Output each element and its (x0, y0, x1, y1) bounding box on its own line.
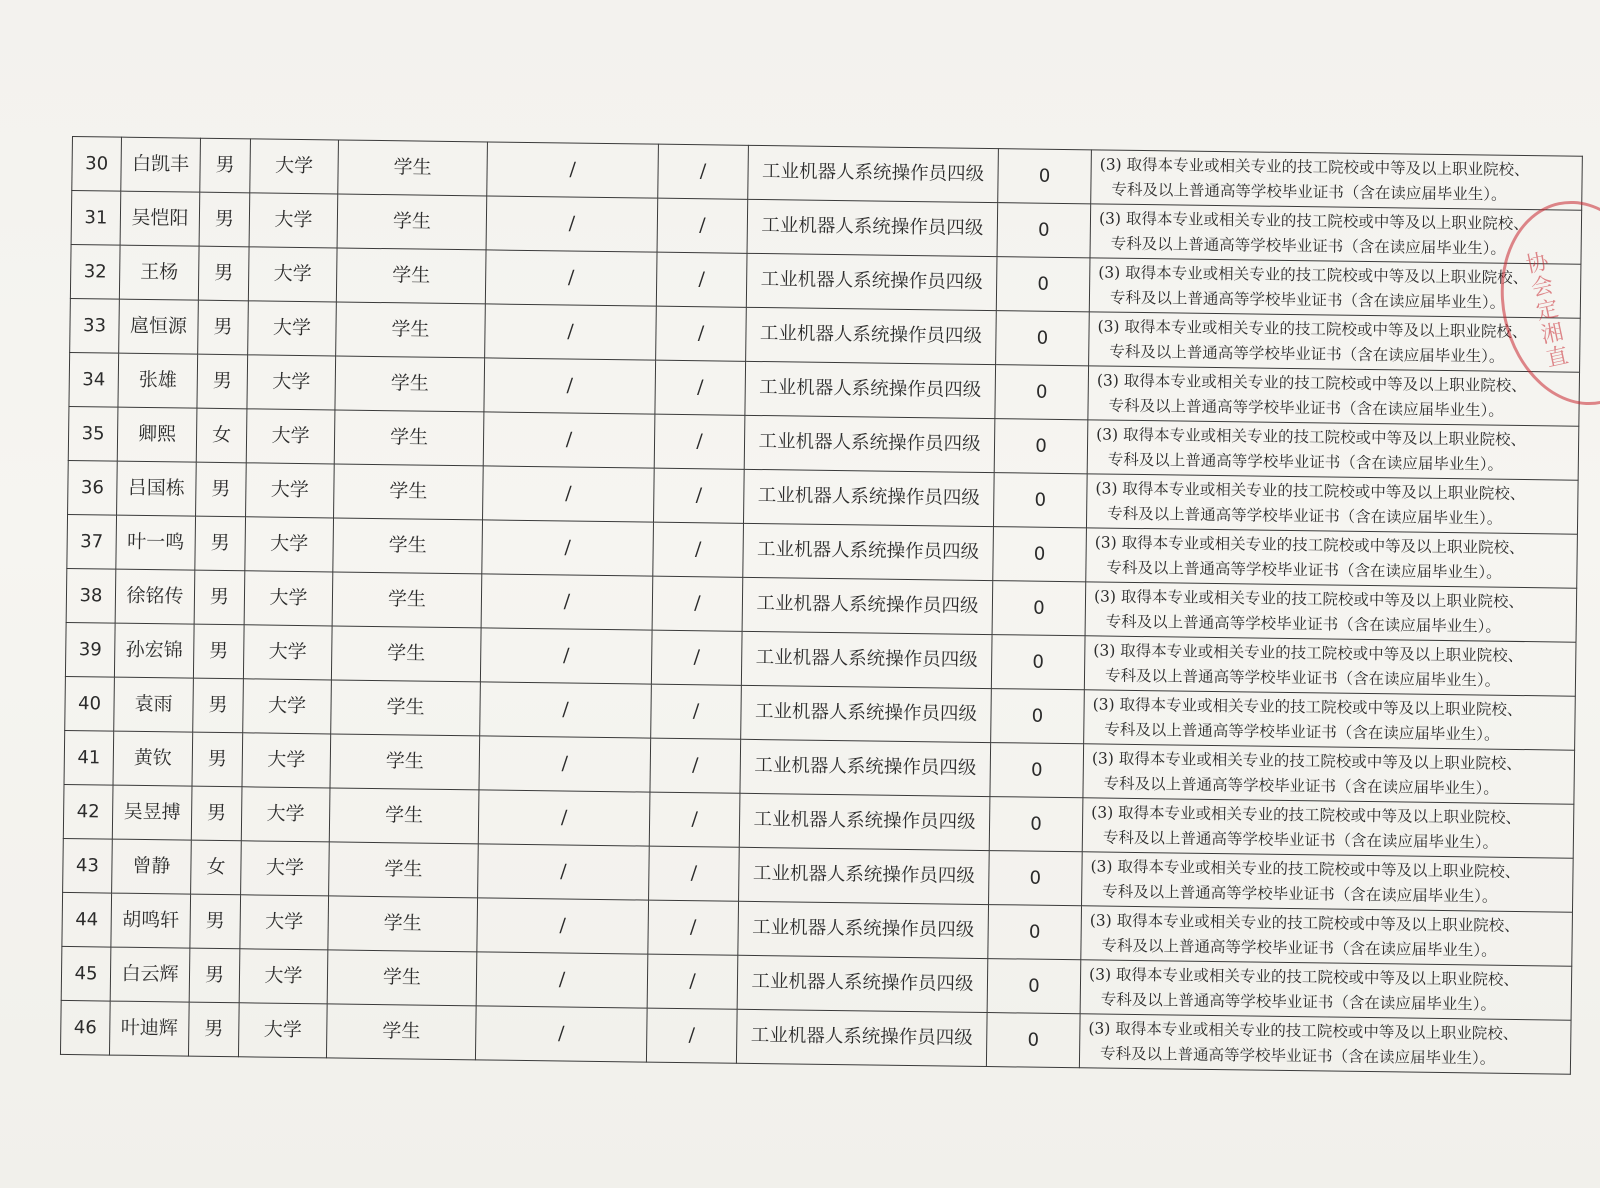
requirement-line-2: 专科及以上普通高等学校毕业证书（含在读应届毕业生）。 (1108, 396, 1504, 420)
occupation-cell: 学生 (329, 842, 479, 898)
slash-cell: / (656, 252, 747, 307)
requirement-line-1: (3) 取得本专业或相关专业的技工院校或中等及以上职业院校、 (1090, 857, 1521, 882)
slash-cell: / (479, 736, 651, 792)
requirement-line-2: 专科及以上普通高等学校毕业证书（含在读应届毕业生）。 (1107, 504, 1503, 528)
row-number-cell: 31 (71, 191, 121, 246)
requirement-line-2: 专科及以上普通高等学校毕业证书（含在读应届毕业生）。 (1107, 450, 1504, 474)
job-level-cell: 工业机器人系统操作员四级 (743, 469, 994, 526)
name-cell: 孙宏锦 (114, 623, 194, 678)
education-cell: 大学 (241, 841, 330, 896)
gender-cell: 男 (190, 894, 241, 949)
gender-cell: 男 (188, 1002, 239, 1057)
education-cell: 大学 (248, 301, 337, 356)
occupation-cell: 学生 (336, 302, 486, 358)
slash-cell: / (487, 142, 659, 198)
education-cell: 大学 (245, 517, 334, 572)
education-cell: 大学 (247, 355, 336, 410)
name-cell: 黄钦 (113, 731, 193, 786)
stamp-text: 协会定湘直 (1520, 249, 1570, 372)
row-number-cell: 42 (63, 784, 113, 839)
requirement-line-1: (3) 取得本专业或相关专业的技工院校或中等及以上职业院校、 (1088, 965, 1520, 990)
slash-cell: / (483, 466, 655, 522)
job-level-cell: 工业机器人系统操作员四级 (738, 901, 989, 958)
requirement-line-1: (3) 取得本专业或相关专业的技工院校或中等及以上职业院校、 (1091, 803, 1522, 828)
row-number-cell: 30 (72, 137, 122, 192)
requirement-line-2: 专科及以上普通高等学校毕业证书（含在读应届毕业生）。 (1104, 720, 1500, 744)
occupation-cell: 学生 (331, 680, 481, 736)
row-number-cell: 41 (64, 730, 114, 785)
requirement-cell (1079, 1014, 1571, 1074)
requirement-cell (1083, 744, 1575, 804)
row-number-cell: 37 (67, 514, 117, 569)
job-level-cell: 工业机器人系统操作员四级 (744, 415, 995, 472)
years-cell: 0 (998, 149, 1092, 204)
requirement-cell (1082, 798, 1574, 858)
gender-cell: 男 (198, 246, 249, 301)
name-cell: 卿熙 (117, 407, 197, 462)
gender-cell: 男 (195, 516, 246, 571)
education-cell: 大学 (243, 679, 332, 734)
years-cell: 0 (991, 689, 1085, 744)
years-cell: 0 (997, 203, 1091, 258)
slash-cell: / (658, 144, 749, 199)
row-number-cell: 46 (60, 1000, 110, 1055)
requirement-line-2: 专科及以上普通高等学校毕业证书（含在读应届毕业生）。 (1102, 882, 1498, 906)
requirement-line-1: (3) 取得本专业或相关专业的技工院校或中等及以上职业院校、 (1089, 911, 1520, 936)
gender-cell: 男 (196, 462, 247, 517)
requirement-line-1: (3) 取得本专业或相关专业的技工院校或中等及以上职业院校、 (1092, 695, 1523, 720)
job-level-cell: 工业机器人系统操作员四级 (742, 577, 993, 634)
roster-table (60, 136, 1583, 1075)
row-number-cell: 34 (69, 352, 119, 407)
row-number-cell: 45 (61, 946, 111, 1001)
row-number-cell: 36 (68, 460, 118, 515)
education-cell: 大学 (244, 571, 333, 626)
row-number-cell: 40 (65, 676, 115, 731)
name-cell: 袁雨 (114, 677, 194, 732)
requirement-line-1: (3) 取得本专业或相关专业的技工院校或中等及以上职业院校、 (1093, 641, 1524, 666)
years-cell: 0 (992, 581, 1086, 636)
slash-cell: / (649, 792, 740, 847)
slash-cell: / (480, 628, 652, 684)
requirement-cell (1091, 150, 1583, 210)
education-cell: 大学 (250, 139, 339, 194)
gender-cell: 男 (194, 570, 245, 625)
gender-cell: 男 (200, 138, 251, 193)
requirement-line-2: 专科及以上普通高等学校毕业证书（含在读应届毕业生）。 (1103, 774, 1499, 798)
name-cell: 白云辉 (110, 947, 190, 1002)
name-cell: 胡鸣轩 (111, 893, 191, 948)
requirement-line-2: 专科及以上普通高等学校毕业证书（含在读应届毕业生）。 (1109, 288, 1506, 312)
name-cell: 叶一鸣 (116, 515, 196, 570)
job-level-cell: 工业机器人系统操作员四级 (748, 145, 999, 202)
slash-cell: / (653, 468, 744, 523)
occupation-cell: 学生 (333, 518, 483, 574)
occupation-cell: 学生 (335, 356, 485, 412)
education-cell: 大学 (249, 193, 338, 248)
name-cell: 扈恒源 (119, 299, 199, 354)
row-number-cell: 39 (65, 622, 115, 677)
roster-body (60, 137, 1582, 1075)
years-cell: 0 (996, 311, 1090, 366)
requirement-cell (1089, 258, 1581, 318)
slash-cell: / (477, 898, 649, 954)
name-cell: 张雄 (118, 353, 198, 408)
name-cell: 叶迪辉 (109, 1001, 189, 1056)
requirement-line-1: (3) 取得本专业或相关专业的技工院校或中等及以上职业院校、 (1098, 209, 1529, 234)
years-cell: 0 (989, 851, 1083, 906)
occupation-cell: 学生 (327, 950, 477, 1006)
education-cell: 大学 (238, 1003, 327, 1058)
education-cell: 大学 (246, 463, 335, 518)
years-cell: 0 (988, 905, 1082, 960)
slash-cell: / (485, 304, 657, 360)
requirement-line-1: (3) 取得本专业或相关专业的技工院校或中等及以上职业院校、 (1098, 263, 1529, 288)
years-cell: 0 (996, 257, 1090, 312)
slash-cell: / (485, 250, 657, 306)
education-cell: 大学 (240, 895, 329, 950)
requirement-line-1: (3) 取得本专业或相关专业的技工院校或中等及以上职业院校、 (1096, 425, 1527, 450)
years-cell: 0 (987, 959, 1081, 1014)
slash-cell: / (483, 412, 655, 468)
job-level-cell: 工业机器人系统操作员四级 (747, 199, 998, 256)
occupation-cell: 学生 (331, 626, 481, 682)
requirement-line-2: 专科及以上普通高等学校毕业证书（含在读应届毕业生）。 (1111, 180, 1507, 204)
requirement-cell (1081, 906, 1573, 966)
gender-cell: 男 (193, 678, 244, 733)
gender-cell: 男 (192, 732, 243, 787)
slash-cell: / (657, 198, 748, 253)
slash-cell: / (647, 954, 738, 1009)
job-level-cell: 工业机器人系统操作员四级 (736, 1009, 987, 1066)
requirement-cell (1087, 420, 1579, 480)
job-level-cell: 工业机器人系统操作员四级 (739, 847, 990, 904)
row-number-cell: 44 (62, 892, 112, 947)
education-cell: 大学 (239, 949, 328, 1004)
job-level-cell: 工业机器人系统操作员四级 (745, 361, 996, 418)
requirement-line-2: 专科及以上普通高等学校毕业证书（含在读应届毕业生）。 (1101, 936, 1497, 960)
name-cell: 吕国栋 (117, 461, 197, 516)
slash-cell: / (650, 738, 741, 793)
gender-cell: 男 (197, 354, 248, 409)
requirement-line-2: 专科及以上普通高等学校毕业证书（含在读应届毕业生）。 (1106, 558, 1502, 582)
gender-cell: 女 (191, 840, 242, 895)
job-level-cell: 工业机器人系统操作员四级 (739, 793, 990, 850)
job-level-cell: 工业机器人系统操作员四级 (743, 523, 994, 580)
slash-cell: / (648, 900, 739, 955)
education-cell: 大学 (242, 733, 331, 788)
slash-cell: / (646, 1008, 737, 1063)
occupation-cell: 学生 (334, 410, 484, 466)
gender-cell: 男 (199, 192, 250, 247)
requirement-line-2: 专科及以上普通高等学校毕业证书（含在读应届毕业生）。 (1109, 342, 1505, 366)
occupation-cell: 学生 (330, 734, 480, 790)
requirement-line-1: (3) 取得本专业或相关专业的技工院校或中等及以上职业院校、 (1096, 371, 1527, 396)
slash-cell: / (656, 306, 747, 361)
requirement-cell (1084, 690, 1576, 750)
name-cell: 徐铭传 (115, 569, 195, 624)
slash-cell: / (655, 360, 746, 415)
requirement-cell (1084, 636, 1576, 696)
years-cell: 0 (993, 473, 1087, 528)
slash-cell: / (649, 846, 740, 901)
row-number-cell: 43 (63, 838, 113, 893)
slash-cell: / (475, 1006, 647, 1062)
occupation-cell: 学生 (332, 572, 482, 628)
slash-cell: / (652, 576, 743, 631)
job-level-cell: 工业机器人系统操作员四级 (740, 739, 991, 796)
occupation-cell: 学生 (326, 1004, 476, 1060)
requirement-line-2: 专科及以上普通高等学校毕业证书（含在读应届毕业生）。 (1102, 828, 1499, 852)
name-cell: 曾静 (112, 839, 192, 894)
requirement-cell (1089, 312, 1581, 372)
slash-cell: / (486, 196, 658, 252)
job-level-cell: 工业机器人系统操作员四级 (741, 631, 992, 688)
slash-cell: / (653, 522, 744, 577)
requirement-cell (1088, 366, 1580, 426)
gender-cell: 男 (191, 786, 242, 841)
slash-cell: / (484, 358, 656, 414)
name-cell: 王杨 (119, 245, 199, 300)
slash-cell: / (476, 952, 648, 1008)
name-cell: 白凯丰 (121, 137, 201, 192)
gender-cell: 男 (193, 624, 244, 679)
requirement-line-1: (3) 取得本专业或相关专业的技工院校或中等及以上职业院校、 (1099, 155, 1530, 180)
requirement-line-2: 专科及以上普通高等学校毕业证书（含在读应届毕业生）。 (1100, 990, 1497, 1014)
requirement-line-1: (3) 取得本专业或相关专业的技工院校或中等及以上职业院校、 (1093, 587, 1525, 612)
requirement-line-1: (3) 取得本专业或相关专业的技工院校或中等及以上职业院校、 (1097, 317, 1528, 342)
gender-cell: 男 (189, 948, 240, 1003)
occupation-cell: 学生 (338, 140, 488, 196)
education-cell: 大学 (246, 409, 335, 464)
slash-cell: / (480, 682, 652, 738)
job-level-cell: 工业机器人系统操作员四级 (741, 685, 992, 742)
education-cell: 大学 (241, 787, 330, 842)
occupation-cell: 学生 (329, 788, 479, 844)
occupation-cell: 学生 (336, 248, 486, 304)
requirement-line-2: 专科及以上普通高等学校毕业证书（含在读应届毕业生）。 (1104, 666, 1501, 690)
slash-cell: / (481, 574, 653, 630)
slash-cell: / (654, 414, 745, 469)
job-level-cell: 工业机器人系统操作员四级 (746, 253, 997, 310)
requirement-cell (1090, 204, 1582, 264)
row-number-cell: 35 (68, 406, 118, 461)
requirement-cell (1080, 960, 1572, 1020)
occupation-cell: 学生 (334, 464, 484, 520)
years-cell: 0 (986, 1013, 1080, 1068)
education-cell: 大学 (243, 625, 332, 680)
education-cell: 大学 (248, 247, 337, 302)
years-cell: 0 (990, 743, 1084, 798)
requirement-line-1: (3) 取得本专业或相关专业的技工院校或中等及以上职业院校、 (1095, 479, 1526, 504)
years-cell: 0 (993, 527, 1087, 582)
row-number-cell: 38 (66, 568, 116, 623)
requirement-line-2: 专科及以上普通高等学校毕业证书（含在读应届毕业生）。 (1110, 234, 1507, 258)
slash-cell: / (651, 684, 742, 739)
years-cell: 0 (991, 635, 1085, 690)
requirement-line-1: (3) 取得本专业或相关专业的技工院校或中等及以上职业院校、 (1088, 1019, 1519, 1044)
slash-cell: / (651, 630, 742, 685)
gender-cell: 男 (198, 300, 249, 355)
years-cell: 0 (989, 797, 1083, 852)
years-cell: 0 (994, 419, 1088, 474)
requirement-line-1: (3) 取得本专业或相关专业的技工院校或中等及以上职业院校、 (1091, 749, 1522, 774)
job-level-cell: 工业机器人系统操作员四级 (737, 955, 988, 1012)
name-cell: 吴恺阳 (120, 191, 200, 246)
occupation-cell: 学生 (337, 194, 487, 250)
requirement-cell (1086, 528, 1578, 588)
requirement-cell (1082, 852, 1574, 912)
occupation-cell: 学生 (328, 896, 478, 952)
requirement-line-2: 专科及以上普通高等学校毕业证书（含在读应届毕业生）。 (1105, 612, 1502, 636)
slash-cell: / (478, 844, 650, 900)
row-number-cell: 32 (70, 244, 120, 299)
requirement-line-1: (3) 取得本专业或相关专业的技工院校或中等及以上职业院校、 (1094, 533, 1525, 558)
roster-sheet (60, 136, 1582, 1075)
name-cell: 吴昱搏 (112, 785, 192, 840)
slash-cell: / (478, 790, 650, 846)
requirement-cell (1085, 582, 1577, 642)
years-cell: 0 (995, 365, 1089, 420)
row-number-cell: 33 (70, 298, 120, 353)
slash-cell: / (482, 520, 654, 576)
requirement-line-2: 专科及以上普通高等学校毕业证书（含在读应届毕业生）。 (1099, 1044, 1496, 1068)
gender-cell: 女 (196, 408, 247, 463)
job-level-cell: 工业机器人系统操作员四级 (746, 307, 997, 364)
requirement-cell (1086, 474, 1578, 534)
